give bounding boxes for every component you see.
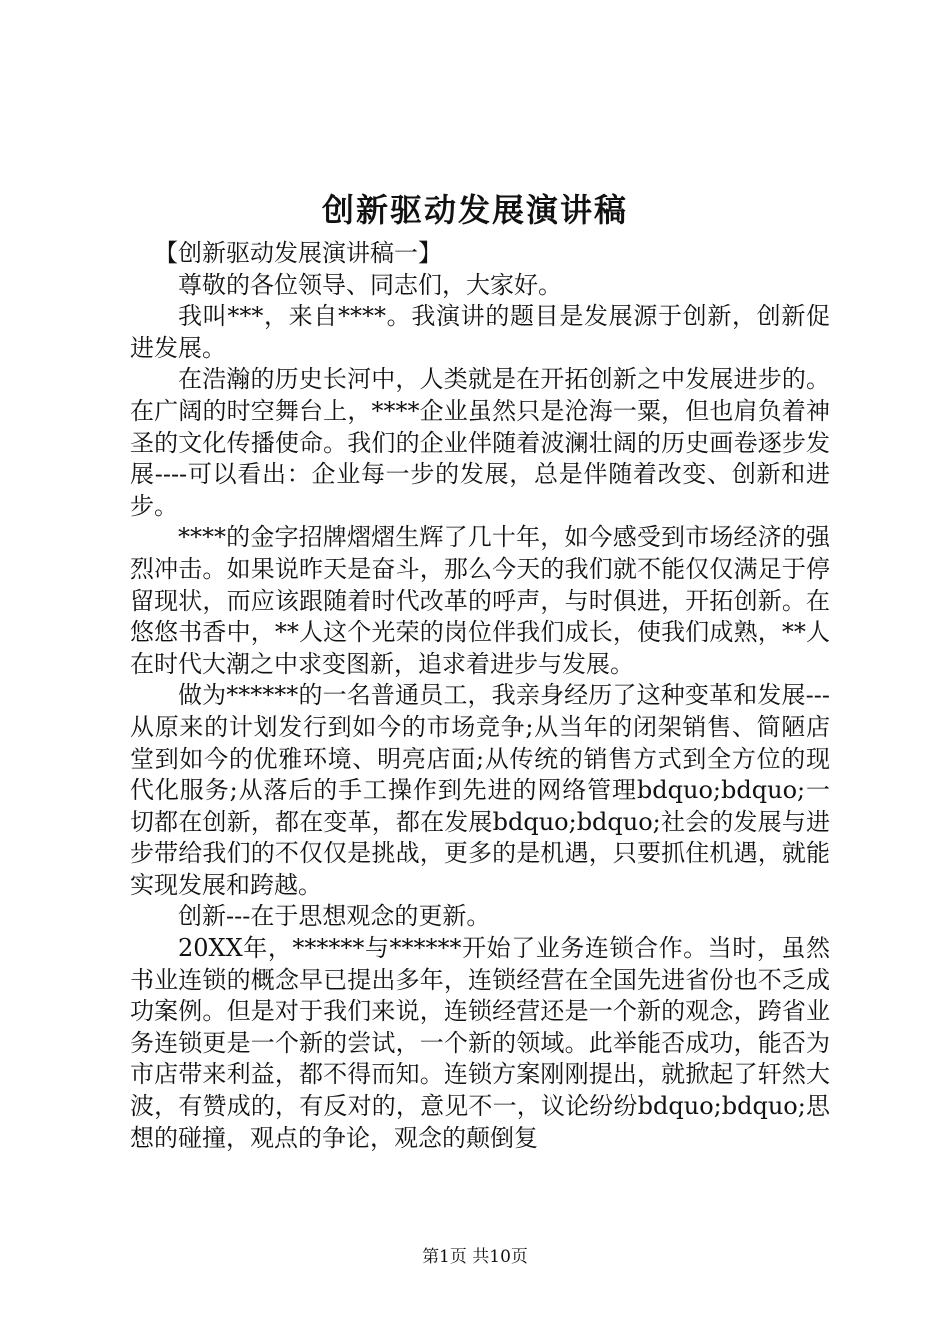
document-title: 创新驱动发展演讲稿 (321, 191, 628, 229)
paragraph: 在浩瀚的历史长河中，人类就是在开拓创新之中发展进步的。在广阔的时空舞台上，****企业虽然只是沧海一粟，但也肩负着神圣的文化传播使命。我们的企业伴随着波澜壮阔的历史画卷逐步发展----可以看出：企业每一步的发展，总是伴随着改变、创新和进步。 (130, 365, 830, 520)
paragraph: 创新---在于思想观念的更新。 (178, 902, 491, 931)
paragraph: 做为******的一名普通员工，我亲身经历了这种变革和发展---从原来的计划发行到如今的市场竞争;从当年的闭架销售、简陋店堂到如今的优雅环境、明亮店面;从传统的销售方式到全方位的现代化服务;从落后的手工操作到先进的网络管理bdquo;bdquo;一切都在创新，都在变革，都在发展bdquo;bdquo;社会的发展与进步带给我们的不仅仅是挑战，更多的是机遇，只要抓住机遇，就能实现发展和跨越。 (130, 681, 830, 899)
paragraph: 我叫***，来自****。我演讲的题目是发展源于创新，创新促进发展。 (130, 302, 830, 362)
subtitle: 【创新驱动发展演讲稿一】 (154, 239, 442, 267)
paragraph: ****的金字招牌熠熠生辉了几十年，如今感受到市场经济的强烈冲击。如果说昨天是奋斗，那么今天的我们就不能仅仅满足于停留现状，而应该跟随着时代改革的呼声，与时俱进，开拓创新。在悠悠书香中，**人这个光荣的岗位伴我们成长，使我们成熟，**人在时代大潮之中求变图新，追求着进步与发展。 (130, 523, 830, 678)
document-body (130, 238, 830, 1154)
page-footer: 第1页 共10页 (422, 1247, 528, 1267)
paragraph: 尊敬的各位领导、同志们，大家好。 (178, 270, 562, 299)
paragraph: 20XX年，******与******开始了业务连锁合作。当时，虽然书业连锁的概念早已提出多年，连锁经营在全国先进省份也不乏成功案例。但是对于我们来说，连锁经营还是一个新的观念，跨省业务连锁更是一个新的尝试，一个新的领域。此举能否成功，能否为市店带来利益，都不得而知。连锁方案刚刚提出，就掀起了轩然大波，有赞成的，有反对的，意见不一，议论纷纷bdquo;bdquo;思想的碰撞，观点的争论，观念的颠倒复 (130, 934, 830, 1152)
